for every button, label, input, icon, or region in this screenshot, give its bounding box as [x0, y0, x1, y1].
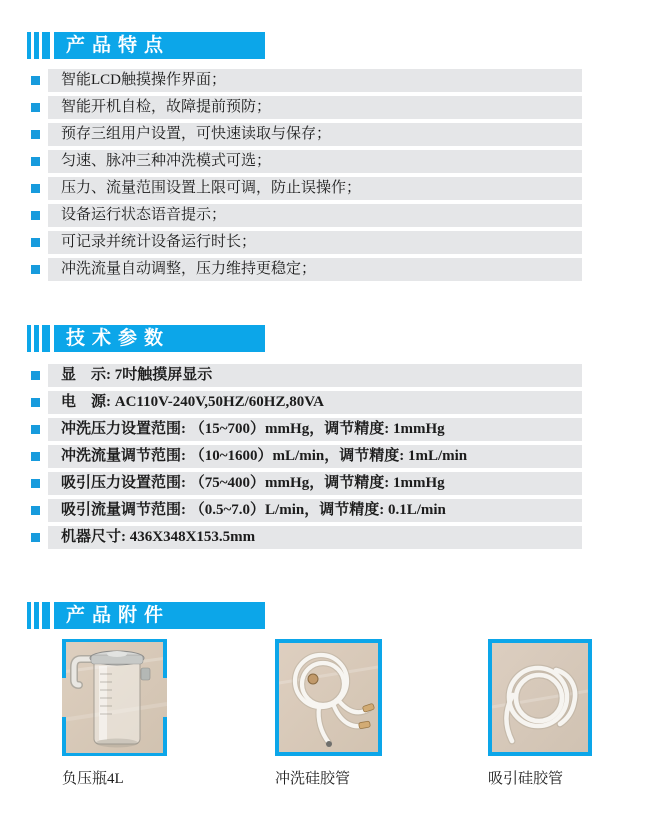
specs-section-header: [27, 325, 657, 352]
header-stripe-icon: [34, 602, 39, 629]
spec-text: 冲洗压力设置范围: （15~700）mmHg，调节精度: 1mmHg: [48, 418, 582, 441]
spec-row: [31, 364, 657, 387]
feature-text: 智能开机自检，故障提前预防；: [48, 96, 582, 119]
bullet-square-icon: [31, 76, 40, 85]
accessory-item: [62, 639, 167, 788]
feature-row: [31, 177, 657, 200]
feature-row: [31, 69, 657, 92]
frame-corner-mark: [163, 642, 167, 678]
bullet-square-icon: [31, 479, 40, 488]
bullet-square-icon: [31, 211, 40, 220]
accessory-photo-frame: [62, 639, 167, 756]
spec-text: 吸引流量调节范围: （0.5~7.0）L/min，调节精度: 0.1L/min: [48, 499, 582, 522]
header-stripe-icon: [42, 325, 50, 352]
accessory-label: 冲洗硅胶管: [275, 771, 351, 787]
specs-list: [0, 364, 657, 549]
accessory-item: [488, 639, 592, 788]
spec-row: [31, 499, 657, 522]
accessories-gallery: [62, 639, 657, 788]
spec-text: 电 源: AC110V-240V,50HZ/60HZ,80VA: [48, 391, 582, 414]
frame-corner-mark: [62, 642, 66, 678]
feature-row: [31, 258, 657, 281]
spec-text: 机器尺寸: 436X348X153.5mm: [48, 526, 582, 549]
spec-row: [31, 526, 657, 549]
bullet-square-icon: [31, 238, 40, 247]
spec-text: 显 示: 7吋触摸屏显示: [48, 364, 582, 387]
spec-text: 吸引压力设置范围: （75~400）mmHg，调节精度: 1mmHg: [48, 472, 582, 495]
bullet-square-icon: [31, 184, 40, 193]
bullet-square-icon: [31, 265, 40, 274]
spec-row: [31, 472, 657, 495]
bullet-square-icon: [31, 157, 40, 166]
feature-row: [31, 96, 657, 119]
accessory-photo-frame: [275, 639, 382, 756]
bullet-square-icon: [31, 452, 40, 461]
feature-text: 匀速、脉冲三种冲洗模式可选；: [48, 150, 582, 173]
header-stripe-icon: [27, 602, 31, 629]
header-stripe-icon: [34, 325, 39, 352]
feature-text: 设备运行状态语音提示；: [48, 204, 582, 227]
spec-row: [31, 391, 657, 414]
feature-text: 压力、流量范围设置上限可调，防止误操作；: [48, 177, 582, 200]
header-stripe-icon: [42, 602, 50, 629]
header-stripe-icon: [34, 32, 39, 59]
accessory-item: [275, 639, 382, 788]
header-stripe-icon: [27, 325, 31, 352]
frame-corner-mark: [163, 717, 167, 753]
bullet-square-icon: [31, 371, 40, 380]
feature-text: 冲洗流量自动调整，压力维持更稳定；: [48, 258, 582, 281]
feature-text: 预存三组用户设置，可快速读取与保存；: [48, 123, 582, 146]
spec-row: [31, 445, 657, 468]
bullet-square-icon: [31, 506, 40, 515]
bullet-square-icon: [31, 130, 40, 139]
feature-row: [31, 150, 657, 173]
feature-row: [31, 204, 657, 227]
feature-row: [31, 123, 657, 146]
header-stripe-icon: [27, 32, 31, 59]
feature-text: 智能LCD触摸操作界面；: [48, 69, 582, 92]
spec-text: 冲洗流量调节范围: （10~1600）mL/min，调节精度: 1mL/min: [48, 445, 582, 468]
specs-section-title: 技术参数: [54, 325, 265, 352]
accessories-section-header: [27, 602, 657, 629]
bullet-square-icon: [31, 533, 40, 542]
bullet-square-icon: [31, 425, 40, 434]
header-stripe-icon: [42, 32, 50, 59]
flushing-tube-photo: [279, 643, 378, 752]
accessories-section-title: 产品附件: [54, 602, 265, 629]
suction-tube-photo: [492, 643, 588, 752]
spec-row: [31, 418, 657, 441]
features-section-header: [27, 32, 657, 59]
negative-pressure-bottle-photo: [62, 642, 167, 753]
frame-corner-mark: [62, 717, 66, 753]
bullet-square-icon: [31, 398, 40, 407]
feature-row: [31, 231, 657, 254]
accessory-photo-frame: [488, 639, 592, 756]
features-list: [0, 69, 657, 281]
features-section-title: 产品特点: [54, 32, 265, 59]
feature-text: 可记录并统计设备运行时长；: [48, 231, 582, 254]
bullet-square-icon: [31, 103, 40, 112]
accessory-label: 负压瓶4L: [62, 771, 124, 787]
accessory-label: 吸引硅胶管: [488, 771, 564, 787]
